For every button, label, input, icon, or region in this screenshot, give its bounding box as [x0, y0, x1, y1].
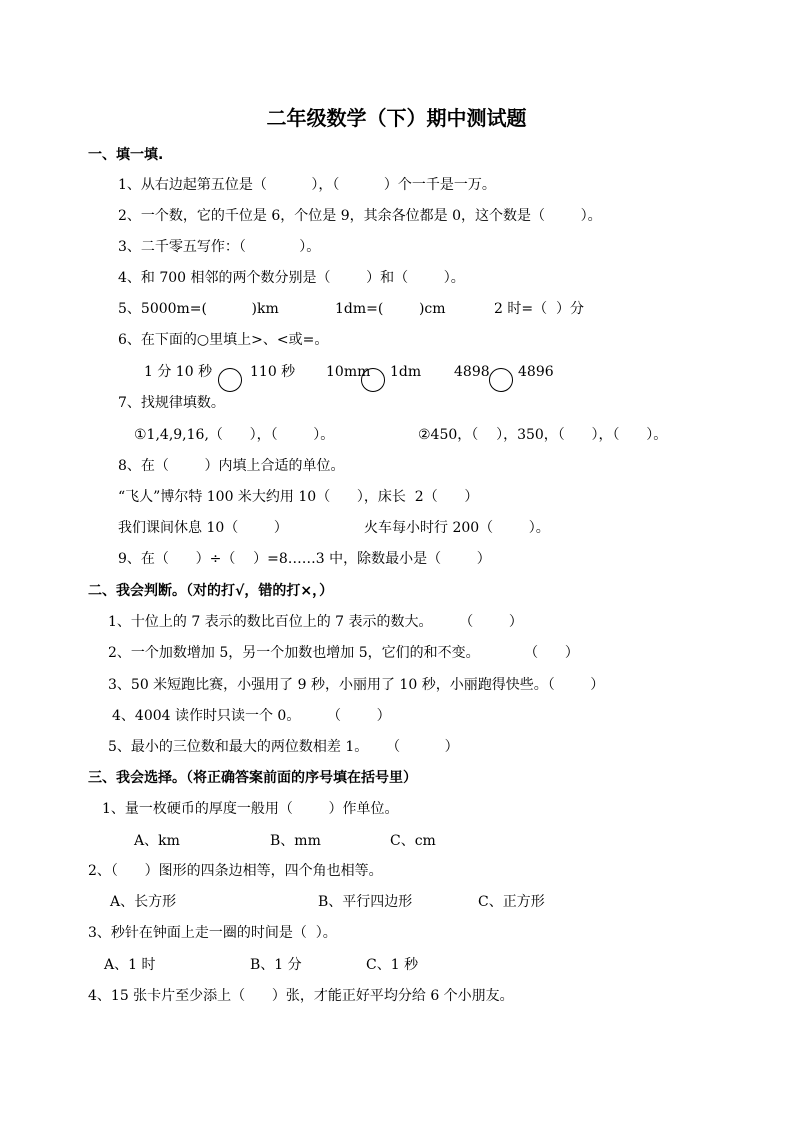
question-1-7-sequence-b: ②450，（ ），350，（ ），（ ）。 [418, 427, 668, 443]
option-3-1-a: A、km [134, 833, 180, 849]
question-1-7-sequence-a: ①1,4,9,16,（ ），（ ）。 [134, 427, 335, 443]
option-3-1-b: B、mm [270, 833, 321, 849]
question-1-8: 8、在（ ）内填上合适的单位。 [118, 458, 345, 474]
question-2-2: 2、一个加数增加 5，另一个加数也增加 5，它们的和不变。 （ ） [108, 645, 579, 661]
compare-left-2: 10mm [326, 364, 371, 380]
page-title: 二年级数学（下）期中测试题 [266, 106, 527, 130]
compare-circle-3[interactable] [489, 368, 513, 392]
question-3-2: 2、（ ）图形的四条边相等，四个角也相等。 [88, 863, 383, 879]
compare-left-1: 1 分 10 秒 [144, 364, 213, 380]
question-3-3: 3、秒针在钟面上走一圈的时间是（ ）。 [88, 925, 337, 941]
compare-right-3: 4896 [518, 364, 554, 380]
option-3-3-a: A、1 时 [104, 957, 156, 973]
question-1-4: 4、和 700 相邻的两个数分别是（ ）和（ ）。 [118, 270, 465, 286]
question-2-1: 1、十位上的 7 表示的数比百位上的 7 表示的数大。 （ ） [108, 614, 523, 630]
section-1-heading: 一、填一填. [88, 147, 164, 163]
question-2-5: 5、最小的三位数和最大的两位数相差 1。 （ ） [108, 739, 459, 755]
question-3-1: 1、量一枚硬币的厚度一般用（ ）作单位。 [102, 801, 399, 817]
section-2-heading: 二、我会判断。（对的打√，错的打×，） [88, 583, 334, 599]
question-1-8-a: “飞人”博尔特 100 米大约用 10（ ），床长 2（ ） [118, 489, 479, 505]
question-3-4: 4、15 张卡片至少添上（ ）张，才能正好平均分给 6 个小朋友。 [88, 988, 514, 1004]
option-3-3-b: B、1 分 [250, 957, 302, 973]
question-1-5-decimeters: 1dm=( )cm [335, 301, 446, 317]
option-3-2-a: A、长方形 [110, 894, 177, 910]
option-3-1-c: C、cm [390, 833, 436, 849]
question-1-3: 3、二千零五写作：（ ）。 [118, 239, 321, 255]
option-3-2-c: C、正方形 [478, 894, 545, 910]
question-1-1: 1、从右边起第五位是（ ），（ ）个一千是一万。 [118, 177, 496, 193]
compare-right-2: 1dm [390, 364, 422, 380]
question-1-8-b: 我们课间休息 10（ ） [118, 520, 288, 536]
option-3-2-b: B、平行四边形 [318, 894, 413, 910]
question-1-6: 6、在下面的○里填上>、<或=。 [118, 332, 329, 348]
option-3-3-c: C、1 秒 [366, 957, 419, 973]
question-1-5-meters: 5、5000m=( )km [118, 301, 279, 317]
compare-left-3: 4898 [454, 364, 490, 380]
question-2-3: 3、50 米短跑比赛，小强用了 9 秒，小丽用了 10 秒，小丽跑得快些。（ ） [108, 677, 605, 693]
question-1-9: 9、在（ ）÷（ ）=8……3 中，除数最小是（ ） [118, 551, 491, 567]
compare-circle-1[interactable] [218, 368, 242, 392]
question-2-4: 4、4004 读作时只读一个 0。 （ ） [112, 708, 391, 724]
question-1-5-hours: 2 时=（ ）分 [494, 301, 584, 317]
question-1-8-c: 火车每小时行 200（ ）。 [364, 520, 550, 536]
compare-circle-2[interactable] [361, 368, 385, 392]
question-1-2: 2、一个数，它的千位是 6，个位是 9，其余各位都是 0，这个数是（ ）。 [118, 208, 602, 224]
compare-right-1: 110 秒 [250, 364, 296, 380]
section-3-heading: 三、我会选择。（将正确答案前面的序号填在括号里） [88, 770, 417, 786]
question-1-7: 7、找规律填数。 [118, 395, 225, 411]
